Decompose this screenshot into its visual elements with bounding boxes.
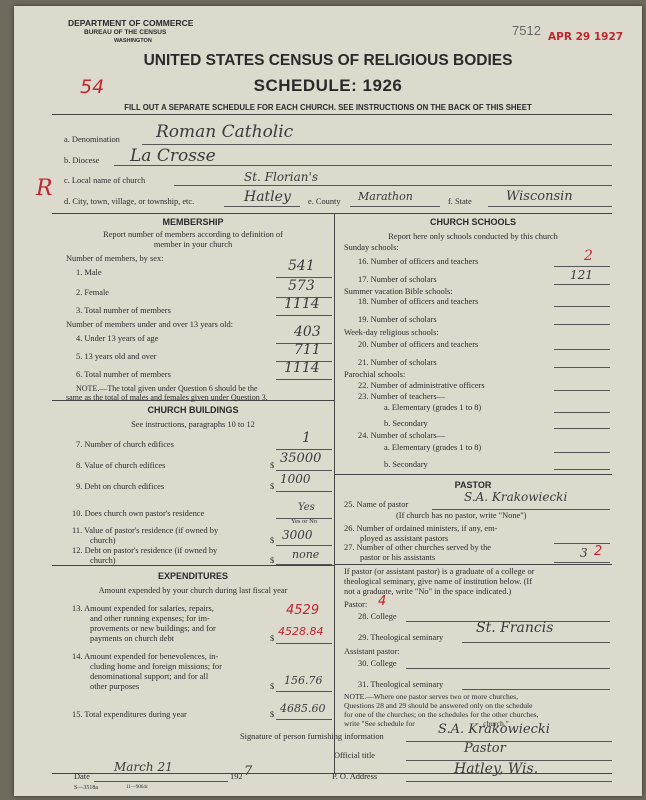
table-top-rule <box>52 213 612 214</box>
yes-no-hint: Yes or No <box>290 518 318 525</box>
red-number-mark: 54 <box>80 76 105 98</box>
q18-label: 18. Number of officers and teachers <box>358 297 479 306</box>
q11-label-a: 11. Value of pastor's residence (if owned by <box>72 526 219 535</box>
census-schedule-sheet <box>14 6 642 796</box>
q5-value: 711 <box>294 342 321 358</box>
fill-instruction: FILL OUT A SEPARATE SCHEDULE FOR EACH CHURCH. SEE INSTRUCTIONS ON THE BACK OF THIS SHEET <box>124 103 532 112</box>
q7-value: 1 <box>302 430 311 446</box>
city-label: WASHINGTON <box>114 38 152 44</box>
q23b-label: b. Secondary <box>384 419 428 428</box>
q14-line <box>276 691 332 692</box>
city-line <box>224 206 300 207</box>
pastor-note-4: write "See schedule for church." <box>344 719 509 728</box>
q10-value: Yes <box>298 502 315 513</box>
state-label: f. State <box>448 197 472 206</box>
q22-line <box>554 390 610 391</box>
pastor-note-2: Questions 28 and 29 should be answered only on the schedule <box>344 701 533 710</box>
q8-line <box>276 470 332 471</box>
denomination-line <box>142 144 612 145</box>
county-label: e. County <box>308 197 341 206</box>
assistant-label: Assistant pastor: <box>344 647 400 656</box>
membership-sub1: Report number of members according to definition of <box>103 230 283 239</box>
q25-value: S.A. Krakowiecki <box>464 490 568 504</box>
denomination-value: Roman Catholic <box>156 122 294 142</box>
q16-label: 16. Number of officers and teachers <box>358 257 479 266</box>
header-rule <box>52 114 612 115</box>
state-value: Wisconsin <box>506 189 573 204</box>
q29-line <box>462 642 610 643</box>
q8-value: 35000 <box>280 451 322 466</box>
q14-label-c: denominational support; and for all <box>90 672 209 681</box>
q12-label-a: 12. Debt on pastor's residence (if owned by <box>72 546 218 555</box>
county-value: Marathon <box>358 190 413 203</box>
q7-label: 7. Number of church edifices <box>76 440 174 449</box>
buildings-sub: See instructions, paragraphs 10 to 12 <box>131 420 255 429</box>
q17-line <box>554 284 610 285</box>
city-value: Hatley <box>244 189 291 205</box>
signature-line <box>406 741 612 742</box>
q25-hint: (If church has no pastor, write "None") <box>396 511 527 520</box>
q27-label-b: pastor or his assistants <box>360 553 436 562</box>
q9-value: 1000 <box>280 472 311 486</box>
q3-label: 3. Total number of members <box>76 306 171 315</box>
q3-line <box>276 315 332 316</box>
schools-heading: CHURCH SCHOOLS <box>429 217 516 227</box>
q24b-line <box>554 469 610 470</box>
form-number: S—3518a <box>74 785 98 791</box>
q23-label: 23. Number of teachers— <box>358 392 445 401</box>
church-name-line <box>174 185 612 186</box>
q15-value: 4685.60 <box>280 702 326 715</box>
q9-label: 9. Debt on church edifices <box>76 482 165 491</box>
po-address-label: P. O. Address <box>332 772 378 781</box>
q2-value: 573 <box>288 278 315 294</box>
q21-line <box>554 367 610 368</box>
date-label: Date <box>74 772 90 781</box>
received-date-stamp: APR 29 1927 <box>548 31 624 43</box>
summer-label: Summer vacation Bible schools: <box>344 287 453 296</box>
q23b-line <box>554 428 610 429</box>
q17-value: 121 <box>570 268 593 282</box>
membership-note-1: NOTE.—The total given under Question 6 should be the <box>76 384 258 393</box>
q9-dollar: $ <box>270 482 275 491</box>
membership-heading: MEMBERSHIP <box>162 217 224 227</box>
q29-value: St. Francis <box>476 620 554 636</box>
q22-label: 22. Number of administrative officers <box>358 381 485 390</box>
q6-line <box>276 379 332 380</box>
q15-line <box>276 719 332 720</box>
pastor-note-1: NOTE.—Where one pastor serves two or more churches, <box>344 692 518 701</box>
q13-dollar: $ <box>270 634 275 643</box>
expenditures-heading: EXPENDITURES <box>157 571 228 581</box>
q9-line <box>276 491 332 492</box>
q25-label: 25. Name of pastor <box>344 500 409 509</box>
q23a-label: a. Elementary (grades 1 to 8) <box>384 403 482 412</box>
signature-label: Signature of person furnishing information <box>240 732 384 741</box>
print-number: 11—9064c <box>126 785 149 790</box>
q27-label-a: 27. Number of other churches served by the <box>344 543 491 552</box>
q12-line <box>276 564 332 565</box>
state-line <box>488 206 612 207</box>
q24a-label: a. Elementary (grades 1 to 8) <box>384 443 482 452</box>
rule-pastor <box>334 474 612 475</box>
q2-label: 2. Female <box>76 288 110 297</box>
q23a-line <box>554 412 610 413</box>
q13-line <box>276 643 332 644</box>
q14-label-d: other purposes <box>90 682 140 691</box>
expenditures-sub: Amount expended by your church during last fiscal year <box>98 586 288 595</box>
stamp-number: 7512 <box>512 23 541 38</box>
q8-dollar: $ <box>270 461 275 470</box>
date-value: March 21 <box>114 760 173 774</box>
q12-value: none <box>292 548 320 561</box>
pastor-heading: PASTOR <box>454 480 492 490</box>
q8-label: 8. Value of church edifices <box>76 461 166 470</box>
diocese-label: b. Diocese <box>64 156 100 165</box>
q13-red-value: 4529 <box>286 603 320 618</box>
q7-line <box>276 449 332 450</box>
q13-label-d: payments on church debt <box>90 634 174 643</box>
q17-label: 17. Number of scholars <box>358 275 437 284</box>
q31-line <box>462 689 610 690</box>
official-title-value: Pastor <box>464 741 506 756</box>
city-label-field: d. City, town, village, or township, etc. <box>64 197 195 206</box>
graduate-note-2: theological seminary, give name of institution below. (If <box>344 577 532 586</box>
diocese-value: La Crosse <box>130 146 216 166</box>
year-suffix: 7 <box>244 764 253 779</box>
q14-dollar: $ <box>270 682 275 691</box>
q3-value: 1114 <box>284 296 320 312</box>
q29-label: 29. Theological seminary <box>358 633 444 642</box>
under-over-label: Number of members under and over 13 years old: <box>66 320 233 329</box>
graduate-note-1: If pastor (or assistant pastor) is a graduate of a college or <box>344 567 535 576</box>
q10-label: 10. Does church own pastor's residence <box>72 509 205 518</box>
q19-label: 19. Number of scholars <box>358 315 437 324</box>
q30-label: 30. College <box>358 659 397 668</box>
q4-value: 403 <box>294 324 321 340</box>
q13-value: 4528.84 <box>278 625 324 638</box>
q1-label: 1. Male <box>76 268 102 277</box>
q30-line <box>406 668 610 669</box>
dept-label: DEPARTMENT OF COMMERCE <box>68 18 194 28</box>
church-name-label: c. Local name of church <box>64 176 146 185</box>
q6-label: 6. Total number of members <box>76 370 171 379</box>
q18-line <box>554 306 610 307</box>
q11-dollar: $ <box>270 536 275 545</box>
pastor-sub-label: Pastor: <box>344 600 368 609</box>
q12-dollar: $ <box>270 556 275 565</box>
q24-label: 24. Number of scholars— <box>358 431 445 440</box>
buildings-heading: CHURCH BUILDINGS <box>147 405 239 415</box>
center-divider <box>334 213 335 773</box>
q13-label-a: 13. Amount expended for salaries, repairs, <box>72 604 214 613</box>
q14-label-b: cluding home and foreign missions; for <box>90 662 222 671</box>
q27-red-value: 2 <box>594 544 603 559</box>
pastor-note-3: for one of the churches; on the schedules for the other churches, <box>344 710 539 719</box>
po-address-line <box>406 781 612 782</box>
q14-label-a: 14. Amount expended for benevolences, in- <box>72 652 219 661</box>
year-prefix: 192 <box>230 772 243 781</box>
q28-label: 28. College <box>358 612 397 621</box>
q16-value: 2 <box>584 248 593 264</box>
county-line <box>350 206 440 207</box>
q25-line <box>432 509 610 510</box>
q24a-line <box>554 452 610 453</box>
q20-label: 20. Number of officers and teachers <box>358 340 479 349</box>
pastor-red-mark: 4 <box>378 594 387 609</box>
church-name-value: St. Florian's <box>244 170 318 184</box>
sunday-label: Sunday schools: <box>344 243 399 252</box>
red-r-mark: R <box>36 176 53 201</box>
q21-label: 21. Number of scholars <box>358 358 437 367</box>
q26-label-b: ployed as assistant pastors <box>360 534 449 543</box>
date-line <box>94 781 228 782</box>
denomination-label: a. Denomination <box>64 135 120 144</box>
parochial-label: Parochial schools: <box>344 370 406 379</box>
q15-dollar: $ <box>270 710 275 719</box>
q11-line <box>276 545 332 546</box>
q4-label: 4. Under 13 years of age <box>76 334 159 343</box>
q12-label-b: church) <box>90 556 116 565</box>
po-address-value: Hatley, Wis. <box>454 761 539 777</box>
q13-label-c: provements or new buildings; and for <box>90 624 216 633</box>
membership-note-2: same as the total of males and females given under Question 3. <box>66 393 268 402</box>
q14-value: 156.76 <box>284 674 323 687</box>
q15-label: 15. Total expenditures during year <box>72 710 187 719</box>
q24b-label: b. Secondary <box>384 460 428 469</box>
q19-line <box>554 324 610 325</box>
bureau-label: BUREAU OF THE CENSUS <box>84 29 167 36</box>
rule-graduate <box>334 564 612 565</box>
q11-label-b: church) <box>90 536 116 545</box>
q5-label: 5. 13 years old and over <box>76 352 157 361</box>
graduate-note-3: not a graduate, write "No" in the space indicated.) <box>344 587 512 596</box>
by-sex-label: Number of members, by sex: <box>66 254 164 263</box>
official-title-label: Official title <box>334 751 376 760</box>
form-title: UNITED STATES CENSUS OF RELIGIOUS BODIES <box>143 52 513 69</box>
q16-line <box>554 266 610 267</box>
schools-sub: Report here only schools conducted by this church <box>388 232 558 241</box>
q27-value: 3 <box>580 546 588 560</box>
q31-label: 31. Theological seminary <box>358 680 444 689</box>
membership-sub2: member in your church <box>153 240 233 249</box>
q6-value: 1114 <box>284 360 320 376</box>
q13-label-b: and other running expenses; for im- <box>90 614 210 623</box>
weekday-label: Week-day religious schools: <box>344 328 439 337</box>
q26-label-a: 26. Number of ordained ministers, if any, em- <box>344 524 498 533</box>
signature-value: S.A. Krakowiecki <box>438 722 550 737</box>
q1-value: 541 <box>288 258 315 274</box>
q20-line <box>554 349 610 350</box>
q11-value: 3000 <box>282 528 313 542</box>
q27-line <box>554 562 610 563</box>
schedule-title: SCHEDULE: 1926 <box>253 76 403 95</box>
